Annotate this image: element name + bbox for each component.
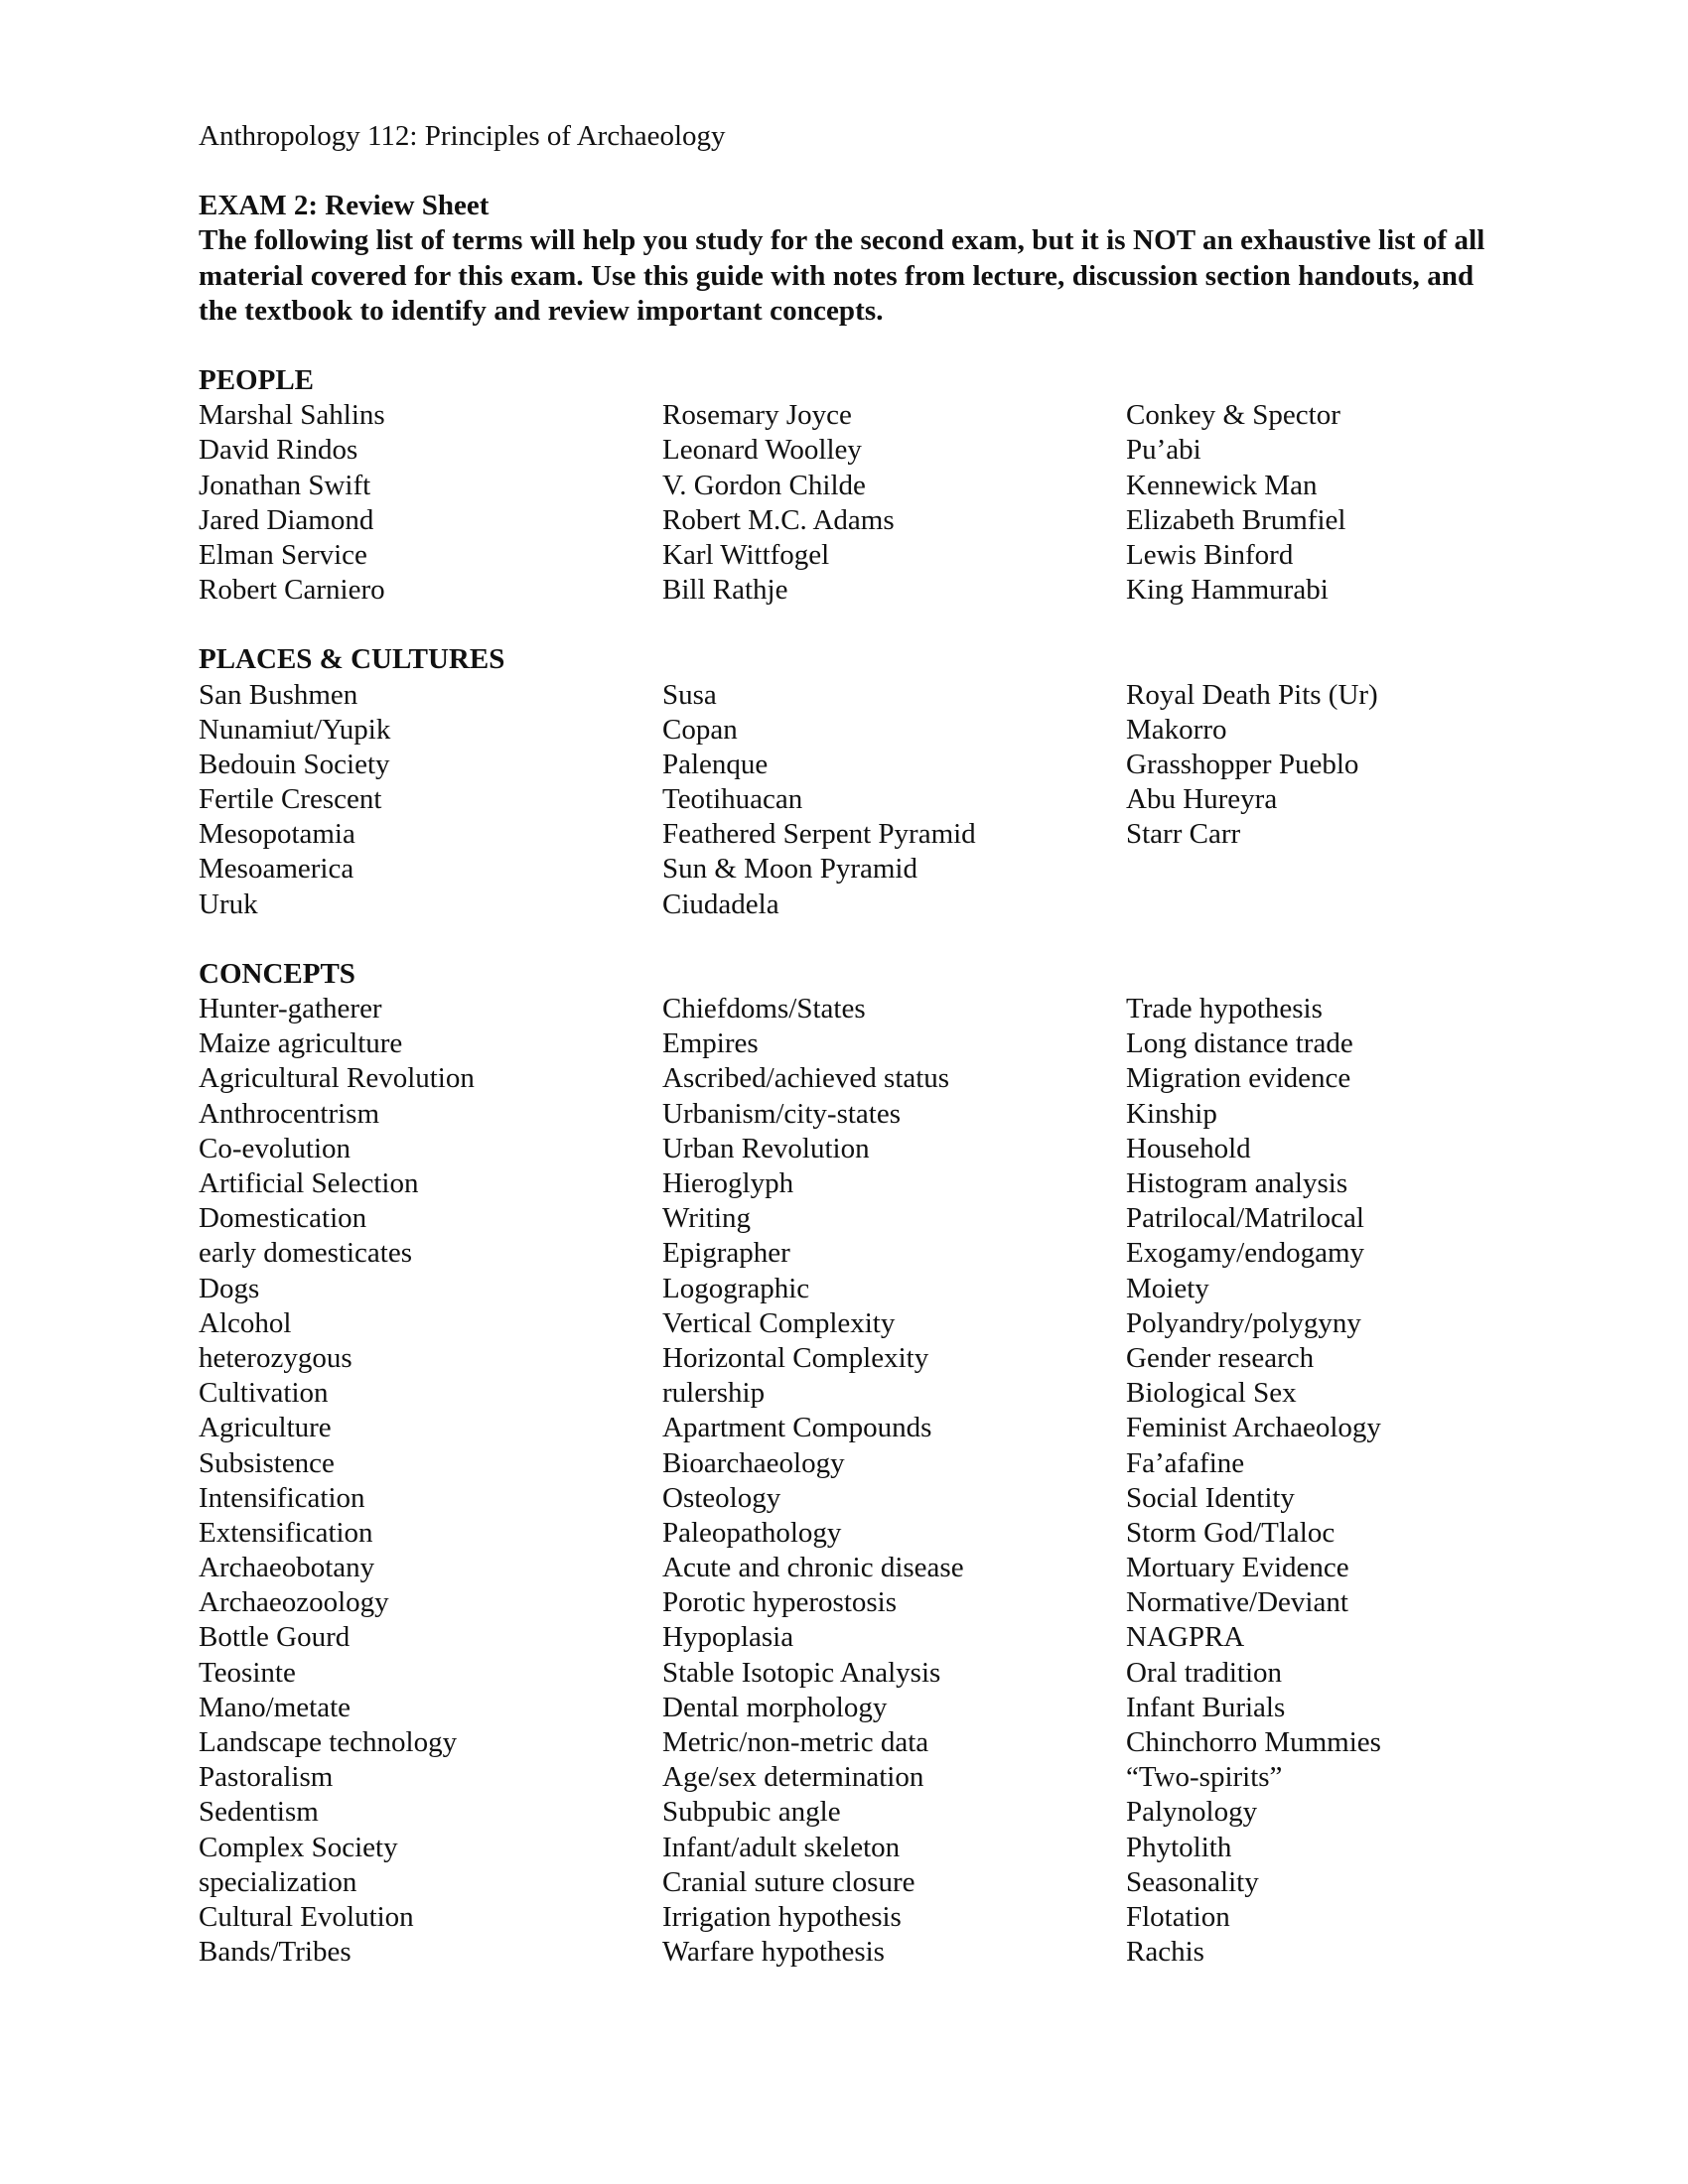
term-item: Subpubic angle	[662, 1796, 841, 1829]
term-item: Metric/non-metric data	[662, 1726, 929, 1758]
term-item: Bands/Tribes	[199, 1936, 352, 1969]
term-item: Leonard Woolley	[662, 434, 862, 467]
term-item: Cultivation	[199, 1377, 329, 1410]
term-item: Maize agriculture	[199, 1027, 403, 1060]
term-item: Anthrocentrism	[199, 1097, 380, 1130]
term-item: Dogs	[199, 1272, 260, 1304]
term-item: Polyandry/polygyny	[1126, 1306, 1361, 1339]
term-item: Long distance trade	[1126, 1027, 1353, 1060]
term-item: Palenque	[662, 748, 769, 780]
term-item: Agriculture	[199, 1412, 332, 1444]
term-item: Hunter-gatherer	[199, 993, 382, 1025]
term-item: Pu’abi	[1126, 434, 1201, 467]
term-item: Fertile Crescent	[199, 783, 382, 816]
term-item: Ciudadela	[662, 887, 779, 920]
term-item: Pastoralism	[199, 1761, 334, 1794]
term-item: Acute and chronic disease	[662, 1552, 964, 1584]
concepts-section	[199, 957, 1489, 1970]
term-item: Oral tradition	[1126, 1656, 1283, 1689]
term-item: Subsistence	[199, 1446, 335, 1479]
term-item: Epigrapher	[662, 1237, 790, 1270]
term-item: Teotihuacan	[662, 783, 803, 816]
term-item: Grasshopper Pueblo	[1126, 748, 1359, 780]
term-item: Mano/metate	[199, 1691, 352, 1723]
term-item: Infant Burials	[1126, 1691, 1286, 1723]
term-item: Elman Service	[199, 538, 367, 571]
term-item: David Rindos	[199, 434, 358, 467]
term-item: Histogram analysis	[1126, 1167, 1348, 1199]
concepts-column-1	[199, 992, 662, 1970]
term-item: Marshal Sahlins	[199, 399, 385, 432]
term-item: Urban Revolution	[662, 1132, 870, 1164]
term-item: Stable Isotopic Analysis	[662, 1656, 941, 1689]
term-item: Age/sex determination	[662, 1761, 924, 1794]
term-item: Susa	[662, 678, 717, 711]
term-item: Starr Carr	[1126, 818, 1241, 851]
places-columns	[199, 678, 1489, 922]
term-item: Cranial suture closure	[662, 1865, 915, 1898]
term-item: Infant/adult skeleton	[662, 1831, 901, 1863]
places-section	[199, 642, 1489, 922]
term-item: San Bushmen	[199, 678, 358, 711]
term-item: Writing	[662, 1202, 752, 1235]
term-item: Mesoamerica	[199, 853, 354, 886]
people-heading: PEOPLE	[199, 364, 315, 397]
term-item: Robert Carniero	[199, 574, 385, 607]
term-item: Seasonality	[1126, 1865, 1259, 1898]
term-item: Exogamy/endogamy	[1126, 1237, 1365, 1270]
places-column-2	[662, 678, 1126, 922]
term-item: Biological Sex	[1126, 1377, 1297, 1410]
term-item: Alcohol	[199, 1306, 292, 1339]
review-sheet-page	[199, 119, 1489, 2004]
term-item: Urbanism/city-states	[662, 1097, 902, 1130]
people-columns	[199, 398, 1489, 608]
term-item: Sun & Moon Pyramid	[662, 853, 917, 886]
term-item: Karl Wittfogel	[662, 538, 830, 571]
term-item: Abu Hureyra	[1126, 783, 1278, 816]
term-item: Fa’afafine	[1126, 1446, 1245, 1479]
term-item: Bedouin Society	[199, 748, 390, 780]
exam-title: EXAM 2: Review Sheet	[199, 190, 490, 222]
term-item: Empires	[662, 1027, 759, 1060]
places-column-3	[1126, 678, 1489, 922]
concepts-heading: CONCEPTS	[199, 957, 355, 990]
course-title: Anthropology 112: Principles of Archaeology	[199, 120, 726, 152]
term-item: Bill Rathje	[662, 574, 788, 607]
term-item: Jonathan Swift	[199, 469, 371, 501]
term-item: Rachis	[1126, 1936, 1204, 1969]
term-item: Kinship	[1126, 1097, 1217, 1130]
term-item: Makorro	[1126, 713, 1227, 746]
term-item: Co-evolution	[199, 1132, 352, 1164]
term-item: Storm God/Tlaloc	[1126, 1516, 1336, 1549]
people-section	[199, 363, 1489, 608]
term-item: NAGPRA	[1126, 1621, 1245, 1654]
term-item: Palynology	[1126, 1796, 1258, 1829]
term-item: Archaeozoology	[199, 1586, 389, 1619]
term-item: Domestication	[199, 1202, 367, 1235]
term-item: “Two-spirits”	[1126, 1761, 1283, 1794]
term-item: Apartment Compounds	[662, 1412, 932, 1444]
term-item: V. Gordon Childe	[662, 469, 866, 501]
term-item: Cultural Evolution	[199, 1900, 414, 1933]
term-item: Dental morphology	[662, 1691, 888, 1723]
term-item: Patrilocal/Matrilocal	[1126, 1202, 1364, 1235]
term-item: Gender research	[1126, 1341, 1315, 1374]
term-item: Ascribed/achieved status	[662, 1062, 950, 1095]
term-item: Paleopathology	[662, 1516, 842, 1549]
exam-header	[199, 189, 1489, 329]
term-item: Extensification	[199, 1516, 373, 1549]
term-item: Moiety	[1126, 1272, 1209, 1304]
term-item: Copan	[662, 713, 738, 746]
term-item: Rosemary Joyce	[662, 399, 852, 432]
term-item: Porotic hyperostosis	[662, 1586, 898, 1619]
term-item: Agricultural Revolution	[199, 1062, 475, 1095]
people-column-1	[199, 398, 662, 608]
term-item: Osteology	[662, 1481, 781, 1514]
concepts-column-3	[1126, 992, 1489, 1970]
concepts-columns	[199, 992, 1489, 1970]
term-item: heterozygous	[199, 1341, 352, 1374]
places-heading: PLACES & CULTURES	[199, 643, 505, 676]
term-item: Trade hypothesis	[1126, 993, 1323, 1025]
term-item: Robert M.C. Adams	[662, 503, 895, 536]
term-item: Elizabeth Brumfiel	[1126, 503, 1346, 536]
term-item: King Hammurabi	[1126, 574, 1329, 607]
term-item: Mortuary Evidence	[1126, 1552, 1349, 1584]
term-item: Mesopotamia	[199, 818, 355, 851]
term-item: Hieroglyph	[662, 1167, 794, 1199]
term-item: Landscape technology	[199, 1726, 458, 1758]
term-item: Artificial Selection	[199, 1167, 419, 1199]
term-item: Lewis Binford	[1126, 538, 1294, 571]
term-item: rulership	[662, 1377, 766, 1410]
term-item: Complex Society	[199, 1831, 398, 1863]
people-column-3	[1126, 398, 1489, 608]
term-item: Social Identity	[1126, 1481, 1295, 1514]
term-item: Phytolith	[1126, 1831, 1232, 1863]
term-item: Chiefdoms/States	[662, 993, 866, 1025]
term-item: Warfare hypothesis	[662, 1936, 885, 1969]
concepts-column-2	[662, 992, 1126, 1970]
term-item: Royal Death Pits (Ur)	[1126, 678, 1378, 711]
term-item: Uruk	[199, 887, 258, 920]
term-item: Horizontal Complexity	[662, 1341, 929, 1374]
term-item: Jared Diamond	[199, 503, 374, 536]
term-item: Nunamiut/Yupik	[199, 713, 391, 746]
term-item: Intensification	[199, 1481, 365, 1514]
term-item: Household	[1126, 1132, 1251, 1164]
term-item: Bottle Gourd	[199, 1621, 351, 1654]
term-item: Archaeobotany	[199, 1552, 375, 1584]
people-column-2	[662, 398, 1126, 608]
term-item: Teosinte	[199, 1656, 296, 1689]
term-item: early domesticates	[199, 1237, 412, 1270]
term-item: Sedentism	[199, 1796, 319, 1829]
term-item: Kennewick Man	[1126, 469, 1318, 501]
term-item: Feminist Archaeology	[1126, 1412, 1381, 1444]
term-item: Migration evidence	[1126, 1062, 1351, 1095]
instructions-paragraph: The following list of terms will help you study for the second exam, but it is NOT an exhaustive list of all material covered for this exam. Use this guide with notes from lecture, discussion section handouts, and the textbook to identify and review important concepts.	[199, 224, 1485, 327]
term-item: Normative/Deviant	[1126, 1586, 1348, 1619]
term-item: Bioarchaeology	[662, 1446, 845, 1479]
term-item: Conkey & Spector	[1126, 399, 1340, 432]
term-item: Chinchorro Mummies	[1126, 1726, 1381, 1758]
term-item: specialization	[199, 1865, 357, 1898]
term-item: Vertical Complexity	[662, 1306, 896, 1339]
term-item: Feathered Serpent Pyramid	[662, 818, 976, 851]
term-item: Flotation	[1126, 1900, 1230, 1933]
places-column-1	[199, 678, 662, 922]
term-item: Irrigation hypothesis	[662, 1900, 902, 1933]
term-item: Logographic	[662, 1272, 810, 1304]
term-item: Hypoplasia	[662, 1621, 794, 1654]
